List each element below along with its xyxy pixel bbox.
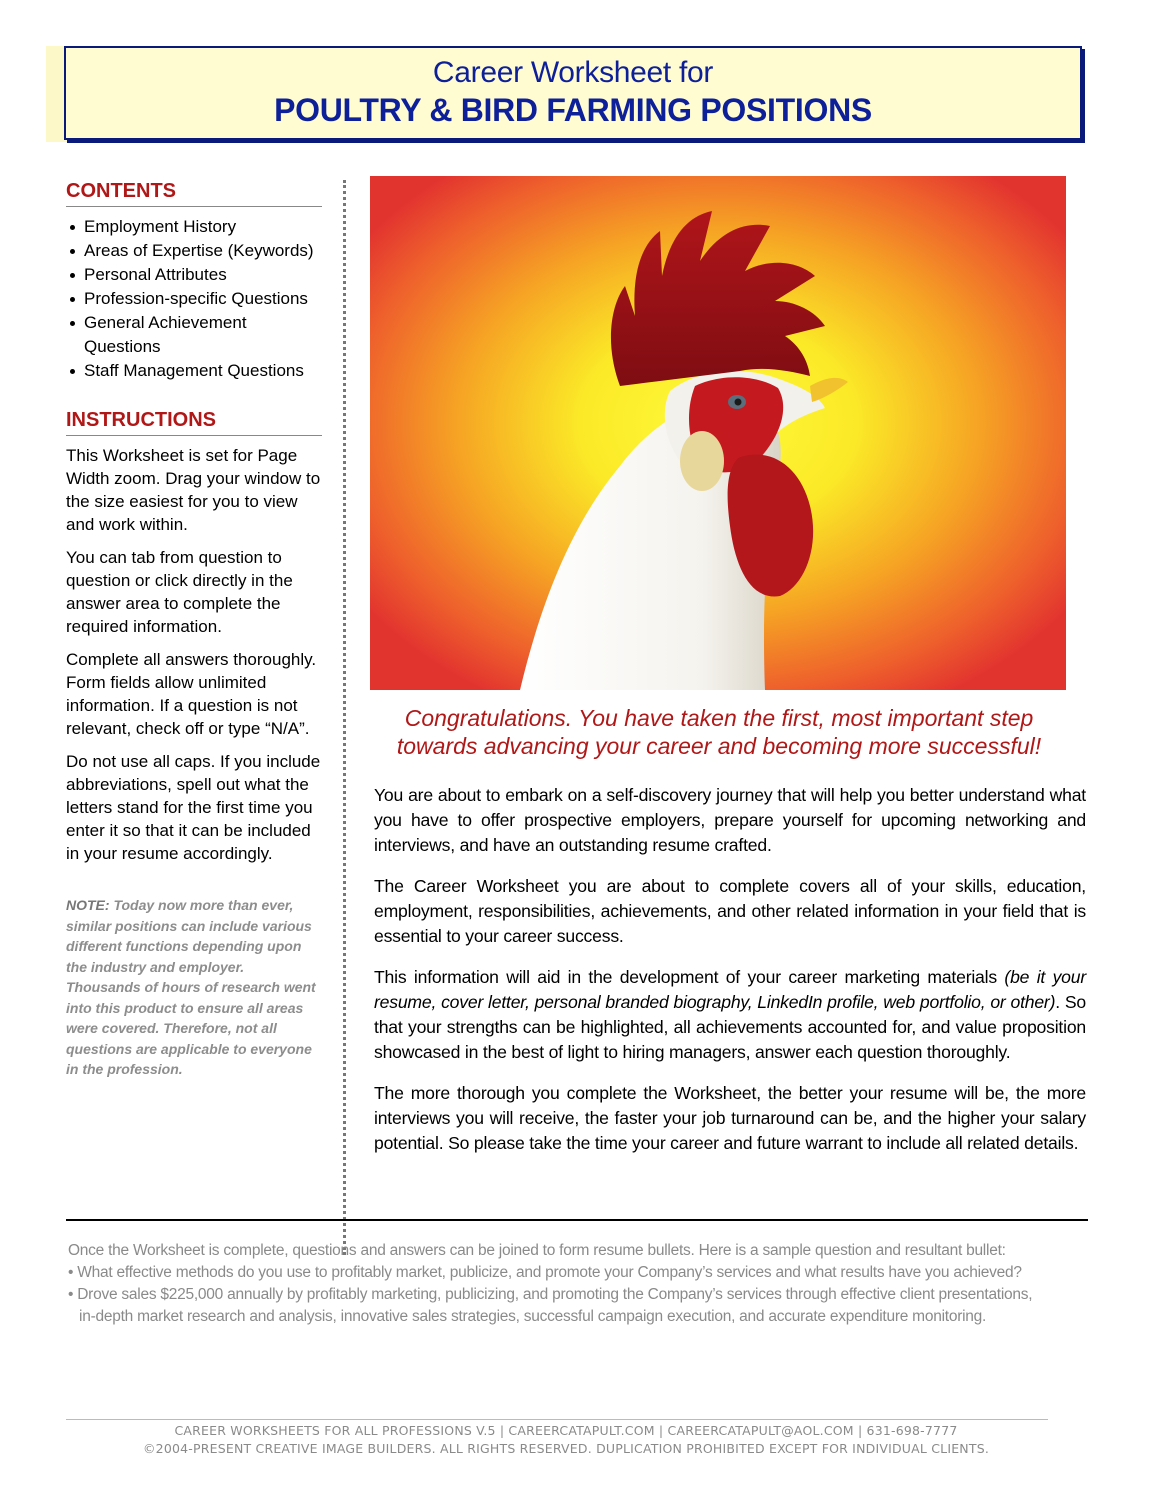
contents-item-areas-of-expertise[interactable]: Areas of Expertise (Keywords) xyxy=(68,239,322,263)
congratulations-heading xyxy=(372,704,1066,760)
section-divider xyxy=(66,1219,1088,1221)
sidebar xyxy=(66,180,322,1080)
footer xyxy=(66,1422,1066,1458)
page-title-line1: Career Worksheet for xyxy=(432,56,714,89)
instruction-paragraph: You can tab from question to question or click directly in the answer area to complete the required information. xyxy=(66,548,293,636)
congratulations-line2: towards advancing your career and becoming more successful! xyxy=(396,733,1042,759)
contents-heading: CONTENTS xyxy=(66,180,322,207)
footer-line1: CAREER WORKSHEETS FOR ALL PROFESSIONS V.5 | CAREERCATAPULT.COM | CAREERCATAPULT@AOL.COM | 631-698-7777 xyxy=(174,1423,958,1438)
page-title-box xyxy=(64,46,1082,140)
sample-intro: Once the Worksheet is complete, questions and answers can be joined to form resume bullets. Here is a sample question and resultant bullet: xyxy=(68,1242,1006,1259)
contents-item-profession-questions[interactable]: Profession-specific Questions xyxy=(68,287,322,311)
instructions-heading: INSTRUCTIONS xyxy=(66,409,322,436)
intro-paragraph-4: The more thorough you complete the Worksheet, the better your resume will be, the more interviews you will receive, the faster your job turnaround can be, and the higher your salary potential. So please take the time your career and future warrant to include all related details. xyxy=(374,1083,1086,1153)
instruction-paragraph: This Worksheet is set for Page Width zoom. Drag your window to the size easiest for you to view and work within. xyxy=(66,446,321,534)
contents-list xyxy=(68,215,322,383)
vertical-dotted-divider xyxy=(343,180,346,1255)
note-text: Today now more than ever, similar positions can include various different functions depending upon the industry and employer. Thousands of hours of research went into this product to ensure all areas were covered. Therefore, not all questions are applicable to everyone in the profession. xyxy=(66,897,316,1077)
sample-bullet-line2: in-depth market research and analysis, innovative sales strategies, successful campaign execution, and accurate expenditure monitoring. xyxy=(79,1308,987,1325)
footer-line2: ©2004-PRESENT CREATIVE IMAGE BUILDERS. ALL RIGHTS RESERVED. DUPLICATION PROHIBITED EXCEPT FOR INDIVIDUAL CLIENTS. xyxy=(142,1441,990,1456)
congratulations-line1: Congratulations. You have taken the first, most important step xyxy=(404,705,1034,731)
sample-bullet-line1: • Drove sales $225,000 annually by profitably marketing, publicizing, and promoting the Company’s services through effective client presentations, xyxy=(68,1286,1033,1303)
page-title-line2: POULTRY & BIRD FARMING POSITIONS xyxy=(274,92,872,128)
contents-item-general-achievement[interactable]: General Achievement Questions xyxy=(68,311,322,359)
contents-item-personal-attributes[interactable]: Personal Attributes xyxy=(68,263,322,287)
instruction-paragraph: Do not use all caps. If you include abbreviations, spell out what the letters stand for the first time you enter it so that it can be included in your resume accordingly. xyxy=(66,752,321,863)
instructions xyxy=(66,444,322,865)
intro-paragraph-3 xyxy=(374,965,1086,1065)
contents-item-staff-management[interactable]: Staff Management Questions xyxy=(68,359,322,383)
intro-paragraph-2: The Career Worksheet you are about to complete covers all of your skills, education, employment, responsibilities, achievements, and other related information in your field that is essential to your career success. xyxy=(374,876,1086,946)
footer-divider xyxy=(66,1419,1048,1420)
note-label: NOTE: xyxy=(66,897,110,913)
intro-paragraph-3-end: . So that your strengths can be highlighted, all achievements accounted for, and value proposition showcased in the best of light to hiring managers, answer each question thoroughly. xyxy=(374,992,1086,1062)
intro-paragraph-1: You are about to embark on a self-discovery journey that will help you better understand what you have to offer prospective employers, prepare yourself for upcoming networking and interviews, and have an outstanding resume crafted. xyxy=(374,785,1086,855)
instruction-paragraph: Complete all answers thoroughly. Form fields allow unlimited information. If a question is not relevant, check off or type “N/A”. xyxy=(66,650,317,738)
intro-body xyxy=(374,783,1086,1172)
sample-bullet-section xyxy=(68,1240,1078,1328)
contents-item-employment-history[interactable]: Employment History xyxy=(68,215,322,239)
note xyxy=(66,895,322,1080)
intro-paragraph-3-italic: (be it your resume, cover letter, personal branded biography, LinkedIn profile, web portfolio, or other) xyxy=(374,967,1086,1012)
intro-paragraph-3-start: This information will aid in the development of your career marketing materials xyxy=(374,967,1005,987)
sample-question: • What effective methods do you use to profitably market, publicize, and promote your Company’s services and what results have you achieved? xyxy=(68,1264,1022,1281)
rooster-hero-image xyxy=(370,176,1066,690)
